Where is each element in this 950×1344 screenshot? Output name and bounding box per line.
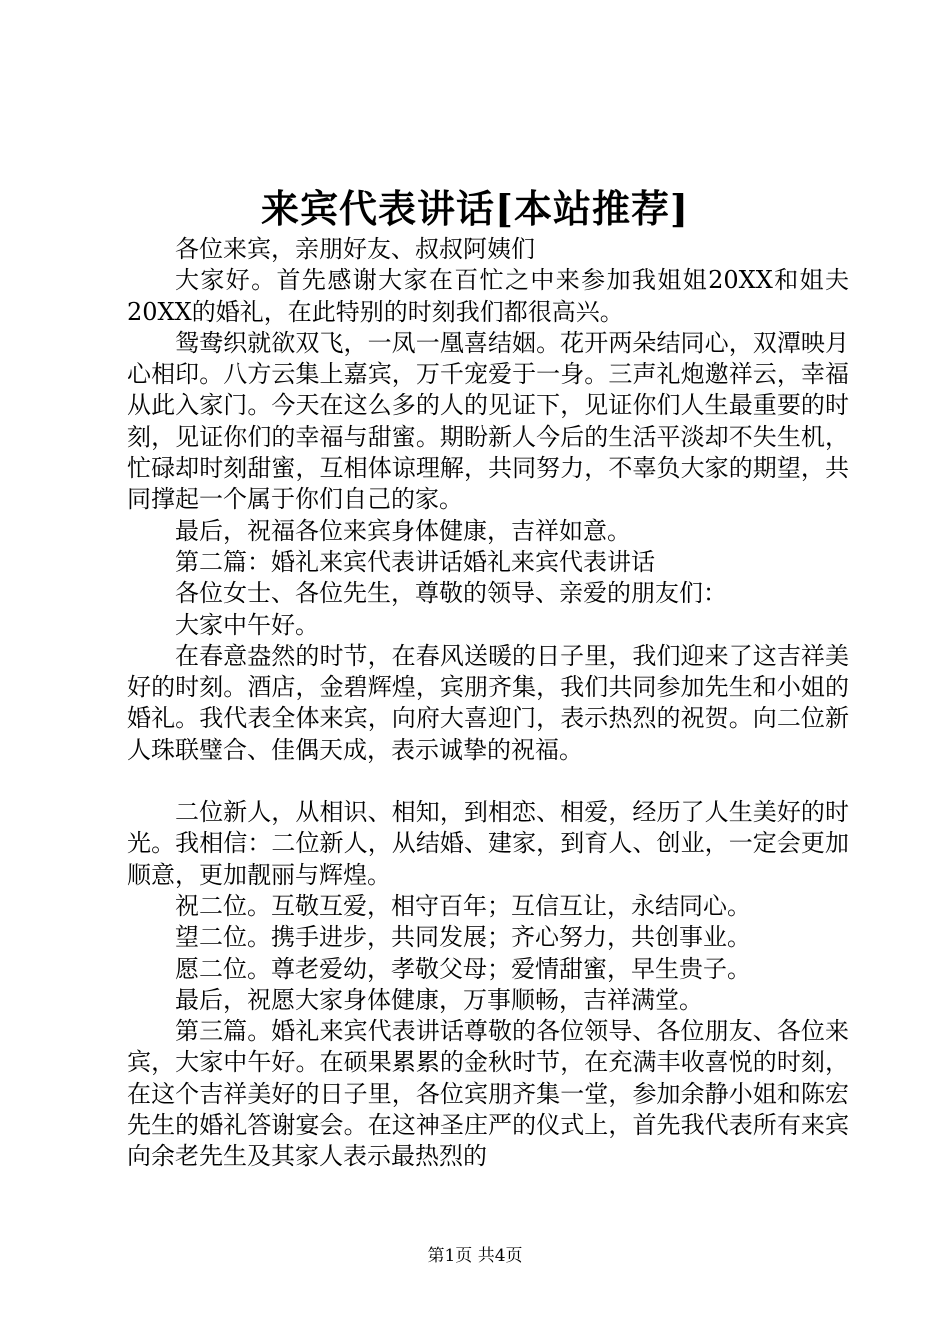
page-footer: 第1页 共4页 — [427, 1246, 523, 1266]
paragraph: 大家中午好。 — [175, 610, 319, 639]
document-title: 来宾代表讲话[本站推荐] — [261, 186, 689, 231]
paragraph: 最后，祝愿大家身体健康，万事顺畅，吉祥满堂。 — [175, 985, 703, 1014]
document-body — [127, 234, 849, 1173]
paragraph: 最后，祝福各位来宾身体健康，吉祥如意。 — [175, 516, 631, 545]
paragraph: 祝二位。互敬互爱，相守百年；互信互让，永结同心。 — [175, 891, 751, 920]
paragraph: 第三篇。婚礼来宾代表讲话尊敬的各位领导、各位朋友、各位来宾，大家中午好。在硕果累累的金秋时节，在充满丰收喜悦的时刻，在这个吉祥美好的日子里，各位宾朋齐集一堂，参加余静小姐和陈宏先生的婚礼答谢宴会。在这神圣庄严的仪式上，首先我代表所有来宾向余老先生及其家人表示最热烈的 — [127, 1017, 849, 1171]
paragraph: 愿二位。尊老爱幼，孝敬父母；爱情甜蜜，早生贵子。 — [175, 954, 751, 983]
paragraph: 望二位。携手进步，共同发展；齐心努力，共创事业。 — [175, 923, 751, 952]
paragraph: 在春意盎然的时节，在春风送暖的日子里，我们迎来了这吉祥美好的时刻。酒店，金碧辉煌，宾朋齐集，我们共同参加先生和小姐的婚礼。我代表全体来宾，向府大喜迎门，表示热烈的祝贺。向二位新人珠联璧合、佳偶天成，表示诚挚的祝福。 — [127, 641, 849, 764]
paragraph: 各位女士、各位先生，尊敬的领导、亲爱的朋友们： — [175, 579, 727, 608]
paragraph: 二位新人，从相识、相知，到相恋、相爱，经历了人生美好的时光。我相信：二位新人，从结婚、建家，到育人、创业，一定会更加顺意，更加靓丽与辉煌。 — [127, 798, 849, 889]
paragraph: 第二篇：婚礼来宾代表讲话婚礼来宾代表讲话 — [175, 547, 655, 576]
paragraph: 大家好。首先感谢大家在百忙之中来参加我姐姐20XX和姐夫20XX的婚礼，在此特别的时刻我们都很高兴。 — [127, 266, 849, 326]
paragraph: 鸳鸯织就欲双飞，一凤一凰喜结姻。花开两朵结同心，双潭映月心相印。八方云集上嘉宾，万千宠爱于一身。三声礼炮邀祥云，幸福从此入家门。今天在这么多的人的见证下，见证你们人生最重要的时刻，见证你们的幸福与甜蜜。期盼新人今后的生活平淡却不失生机，忙碌却时刻甜蜜，互相体谅理解，共同努力，不辜负大家的期望，共同撑起一个属于你们自己的家。 — [127, 328, 849, 514]
paragraph: 各位来宾，亲朋好友、叔叔阿姨们 — [175, 235, 535, 263]
